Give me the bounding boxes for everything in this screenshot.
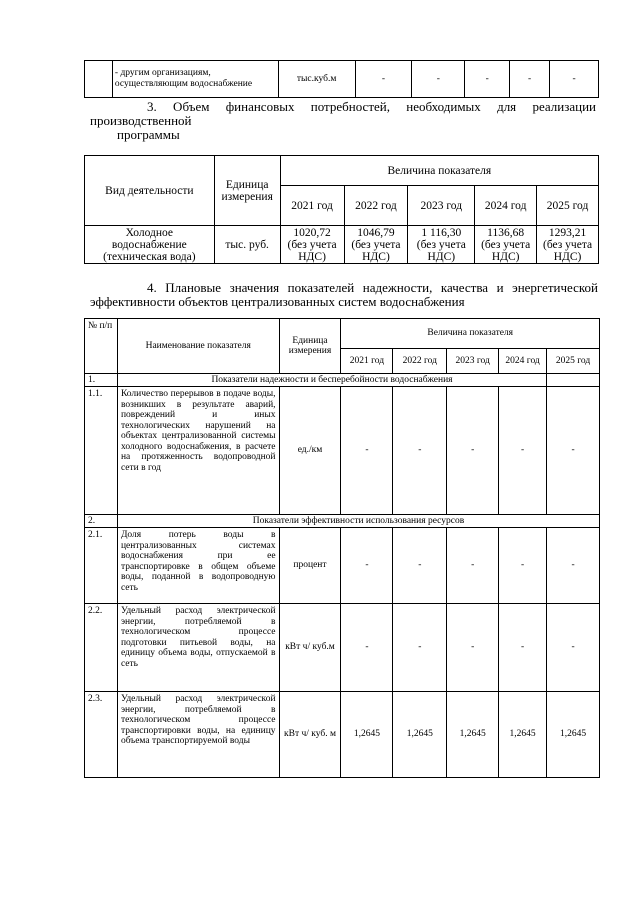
row-num: 2.2.: [85, 604, 118, 692]
value-cell: -: [510, 61, 550, 98]
value-cell: -: [341, 604, 393, 692]
header-year: 2023 год: [447, 349, 499, 374]
row-num: 1.1.: [85, 387, 118, 515]
header-year: 2023 год: [408, 186, 475, 226]
table-row: [85, 387, 600, 515]
section-4-heading: [90, 281, 598, 309]
value-cell: 1 116,30 (без учета НДС): [408, 226, 475, 264]
header-year: 2025 год: [537, 186, 599, 226]
section-row: [85, 374, 600, 387]
value-cell: 1,2645: [447, 692, 499, 778]
value-cell: -: [393, 528, 447, 604]
header-unit: Единица измерения: [214, 156, 280, 226]
heading-line: 4. Плановые значения показателей надежности, качества и энергетической: [147, 280, 598, 295]
heading-line: эффективности объектов централизованных систем водоснабжения: [90, 294, 465, 309]
value-cell: -: [499, 604, 547, 692]
section-title: Показатели надежности и бесперебойности водоснабжения: [117, 374, 546, 387]
value-cell: 1293,21 (без учета НДС): [537, 226, 599, 264]
row-num: 2.1.: [85, 528, 118, 604]
section-3-heading: [90, 100, 596, 142]
empty-cell: [547, 374, 600, 387]
value-cell: 1136,68 (без учета НДС): [475, 226, 537, 264]
header-year: 2021 год: [341, 349, 393, 374]
heading-line: 3. Объем финансовых потребностей, необходимых для реализации: [147, 99, 596, 114]
header-year: 2024 год: [499, 349, 547, 374]
header-year: 2025 год: [547, 349, 600, 374]
value-cell: 1,2645: [499, 692, 547, 778]
row-unit: процент: [279, 528, 341, 604]
row-num: 2.3.: [85, 692, 118, 778]
value-cell: -: [412, 61, 465, 98]
header-unit: Единица измерения: [279, 319, 341, 374]
table-row: [85, 61, 599, 98]
header-year: 2022 год: [344, 186, 408, 226]
header-activity: Вид деятельности: [85, 156, 215, 226]
row-name: Удельный расход электрической энергии, потребляемой в технологическом процессе подготовки питьевой воды, на единицу объема воды, отпускаемой в сеть: [117, 604, 279, 692]
header-year: 2021 год: [280, 186, 344, 226]
value-cell: -: [550, 61, 599, 98]
row-unit: тыс. руб.: [214, 226, 280, 264]
row-unit: кВт ч/ куб.м: [279, 604, 341, 692]
table-cell-num: [85, 61, 113, 98]
table-header-row: [85, 319, 600, 349]
value-cell: 1,2645: [547, 692, 600, 778]
header-year: 2024 год: [475, 186, 537, 226]
value-cell: -: [547, 604, 600, 692]
value-cell: 1,2645: [393, 692, 447, 778]
value-cell: -: [355, 61, 412, 98]
value-cell: -: [447, 528, 499, 604]
value-cell: -: [547, 387, 600, 515]
section-title: Показатели эффективности использования ресурсов: [117, 515, 599, 528]
table-row: [85, 692, 600, 778]
value-cell: -: [499, 528, 547, 604]
table-continuation: [84, 60, 599, 98]
section-row: [85, 515, 600, 528]
financial-needs-table: [84, 155, 599, 264]
row-unit: ед./км: [279, 387, 341, 515]
row-unit: тыс.куб.м: [278, 61, 355, 98]
header-name: Наименование показателя: [117, 319, 279, 374]
value-cell: 1046,79 (без учета НДС): [344, 226, 408, 264]
indicators-table: [84, 318, 600, 778]
heading-line: программы: [117, 127, 180, 142]
heading-line: производственной: [90, 113, 192, 128]
value-cell: -: [341, 387, 393, 515]
value-cell: -: [499, 387, 547, 515]
table-row: [85, 226, 599, 264]
row-name: Удельный расход электрической энергии, потребляемой в технологическом процессе транспортировки воды, на единицу объема транспортируемой воды: [117, 692, 279, 778]
table-row: [85, 604, 600, 692]
value-cell: 1020,72 (без учета НДС): [280, 226, 344, 264]
header-value: Величина показателя: [280, 156, 598, 186]
section-num: 1.: [85, 374, 118, 387]
row-activity: Холодное водоснабжение (техническая вода): [85, 226, 215, 264]
table-row: [85, 528, 600, 604]
header-num: № п/п: [85, 319, 118, 374]
value-cell: -: [447, 387, 499, 515]
section-num: 2.: [85, 515, 118, 528]
value-cell: -: [393, 387, 447, 515]
row-name: Количество перерывов в подаче воды, возникших в результате аварий, повреждений и иных технологических нарушений на объектах централизованной системы холодного водоснабжения, в расчете на протяженность водопроводной сети в год: [117, 387, 279, 515]
value-cell: -: [465, 61, 510, 98]
value-cell: -: [547, 528, 600, 604]
header-value: Величина показателя: [341, 319, 600, 349]
value-cell: 1,2645: [341, 692, 393, 778]
row-name: - другим организациям, осуществляющим водоснабжение: [112, 61, 278, 98]
header-year: 2022 год: [393, 349, 447, 374]
value-cell: -: [447, 604, 499, 692]
value-cell: -: [341, 528, 393, 604]
table-header-row: [85, 156, 599, 186]
value-cell: -: [393, 604, 447, 692]
row-unit: кВт ч/ куб. м: [279, 692, 341, 778]
row-name: Доля потерь воды в централизованных системах водоснабжения при ее транспортировке в общем объеме воды, поданной в водопроводную сеть: [117, 528, 279, 604]
